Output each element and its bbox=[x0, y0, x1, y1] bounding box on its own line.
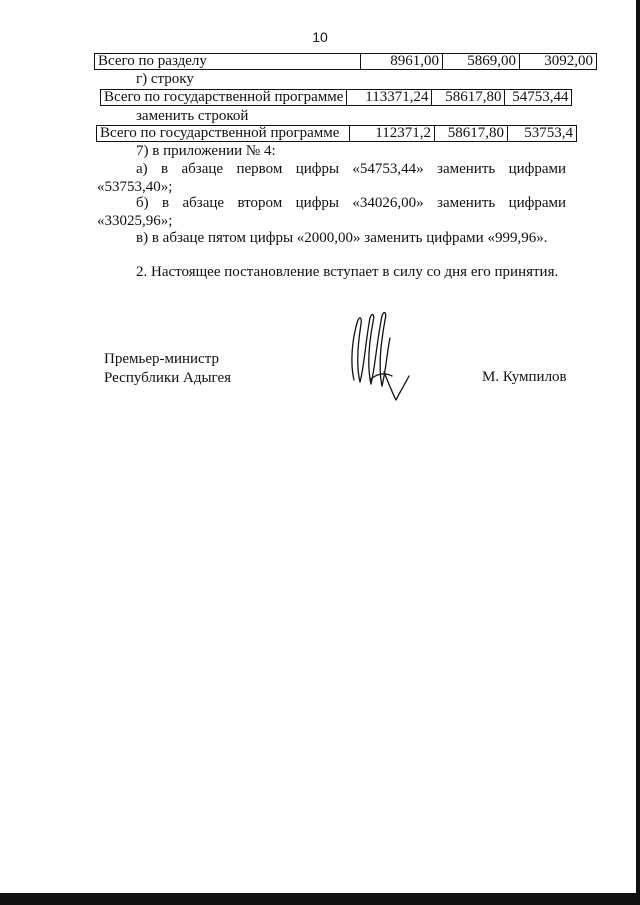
word: в bbox=[162, 195, 170, 211]
word: цифры bbox=[295, 161, 340, 177]
signatory-title bbox=[104, 350, 231, 388]
signature-image bbox=[340, 308, 410, 403]
word: втором bbox=[237, 195, 283, 211]
page-number: 10 bbox=[312, 29, 328, 45]
word: цифры bbox=[295, 195, 339, 211]
row-label: Всего по государственной программе bbox=[97, 126, 350, 142]
item-b-line2: «33025,96»; bbox=[97, 213, 173, 229]
label-g: г) строку bbox=[136, 71, 194, 87]
signatory-title-line1: Премьер-министр bbox=[104, 351, 219, 367]
label-replace: заменить строкой bbox=[136, 108, 249, 124]
table-row-section-total bbox=[94, 53, 597, 70]
word: абзаце bbox=[182, 195, 225, 211]
value-cell: 53753,4 bbox=[508, 126, 577, 142]
signatory-title-line2: Республики Адыгея bbox=[104, 370, 232, 386]
table-row-program-total-new bbox=[96, 125, 577, 142]
word: б) bbox=[136, 195, 149, 211]
item-v: в) в абзаце пятом цифры «2000,00» заменить цифрами «999,96». bbox=[136, 230, 548, 246]
item-7: 7) в приложении № 4: bbox=[136, 143, 276, 159]
row-label: Всего по государственной программе bbox=[101, 90, 347, 106]
value-cell: 58617,80 bbox=[435, 126, 508, 142]
word: абзаце bbox=[181, 161, 224, 177]
item-a-line2: «53753,40»; bbox=[97, 179, 173, 195]
word: цифрами bbox=[508, 195, 567, 211]
signatory-name: М. Кумпилов bbox=[482, 369, 567, 385]
word: заменить bbox=[437, 161, 496, 177]
item-b-line1 bbox=[136, 194, 566, 212]
value-cell: 113371,24 bbox=[347, 90, 432, 106]
paragraph-2: 2. Настоящее постановление вступает в силу со дня его принятия. bbox=[136, 264, 559, 280]
scan-edge-bottom bbox=[0, 893, 640, 905]
value-cell: 5869,00 bbox=[443, 54, 520, 70]
item-a-line1 bbox=[136, 160, 566, 178]
word: цифрами bbox=[508, 161, 567, 177]
word: первом bbox=[236, 161, 283, 177]
word: заменить bbox=[437, 195, 496, 211]
word: а) bbox=[136, 161, 148, 177]
value-cell: 58617,80 bbox=[432, 90, 505, 106]
value-cell: 112371,2 bbox=[350, 126, 435, 142]
value-cell: 54753,44 bbox=[505, 90, 572, 106]
table-row-program-total-old bbox=[100, 89, 572, 106]
scan-edge-right bbox=[636, 0, 640, 905]
word: в bbox=[161, 161, 169, 177]
value-cell: 8961,00 bbox=[361, 54, 443, 70]
row-label: Всего по разделу bbox=[95, 54, 361, 70]
word: «54753,44» bbox=[352, 161, 424, 177]
value-cell: 3092,00 bbox=[520, 54, 597, 70]
word: «34026,00» bbox=[352, 195, 424, 211]
